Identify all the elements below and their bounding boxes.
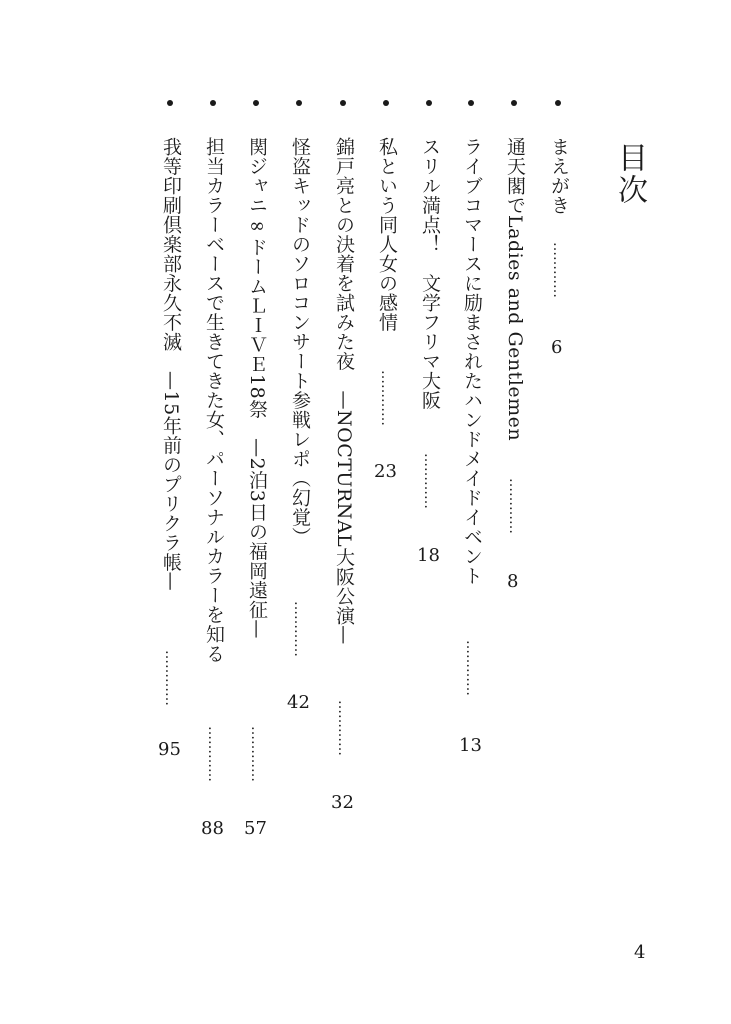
bullet-marker (296, 100, 302, 106)
bullet-marker (383, 100, 389, 106)
page-number: 4 (634, 942, 646, 963)
toc-page-number: 88 (201, 818, 224, 839)
toc-entry-title: 担当カラーベースで生きてきた女、パーソナルカラーを知る (203, 137, 225, 664)
bullet-marker (426, 100, 432, 106)
toc-entry-title: 通天閣でLadies and Gentlemen (504, 137, 526, 442)
toc-page-number: 42 (287, 692, 310, 713)
bullet-marker (555, 100, 561, 106)
toc-page-number: 57 (244, 818, 267, 839)
leader-dots: ………… (248, 726, 264, 782)
bullet-marker (511, 100, 517, 106)
leader-dots: ………… (335, 700, 351, 756)
bullet-marker (167, 100, 173, 106)
toc-entry-title: ライブコマースに励まされたハンドメイドイベント (461, 137, 483, 586)
toc-page-number: 18 (417, 545, 440, 566)
toc-page-number: 32 (331, 792, 354, 813)
toc-page-number: 13 (459, 735, 482, 756)
leader-dots: ………… (378, 370, 394, 426)
toc-page-number: 6 (551, 337, 563, 358)
toc-entry-title: 我等印刷倶楽部永久不滅 —15年前のプリクラ帳— (160, 137, 182, 592)
bullet-marker (468, 100, 474, 106)
toc-entry-title: 私という同人女の感情 (376, 137, 398, 332)
bullet-marker (253, 100, 259, 106)
leader-dots: ………… (162, 650, 178, 706)
toc-page-number: 23 (374, 461, 397, 482)
toc-page-number: 8 (507, 571, 519, 592)
toc-heading: 目次 (612, 142, 647, 206)
toc-entry-title: 錦戸亮との決着を試みた夜 —NOCTURNAL大阪公演— (333, 137, 355, 645)
leader-dots: ………… (291, 601, 307, 657)
toc-entry-title: 関ジャニ∞ドームＬＩＶＥ18祭 —2泊3日の福岡遠征— (246, 137, 268, 639)
bullet-marker (340, 100, 346, 106)
toc-entry-title: 怪盗キッドのソロコンサート参戦レポ（幻覚） (289, 137, 311, 547)
leader-dots: ………… (205, 726, 221, 782)
leader-dots: ………… (421, 453, 437, 509)
leader-dots: ………… (463, 640, 479, 696)
toc-entry-title: まえがき (548, 137, 570, 215)
toc-page-number: 95 (158, 739, 181, 760)
toc-entry-title: スリル満点！ 文学フリマ大阪 (419, 137, 441, 410)
leader-dots: ………… (550, 242, 566, 298)
leader-dots: ………… (506, 478, 522, 534)
bullet-marker (210, 100, 216, 106)
